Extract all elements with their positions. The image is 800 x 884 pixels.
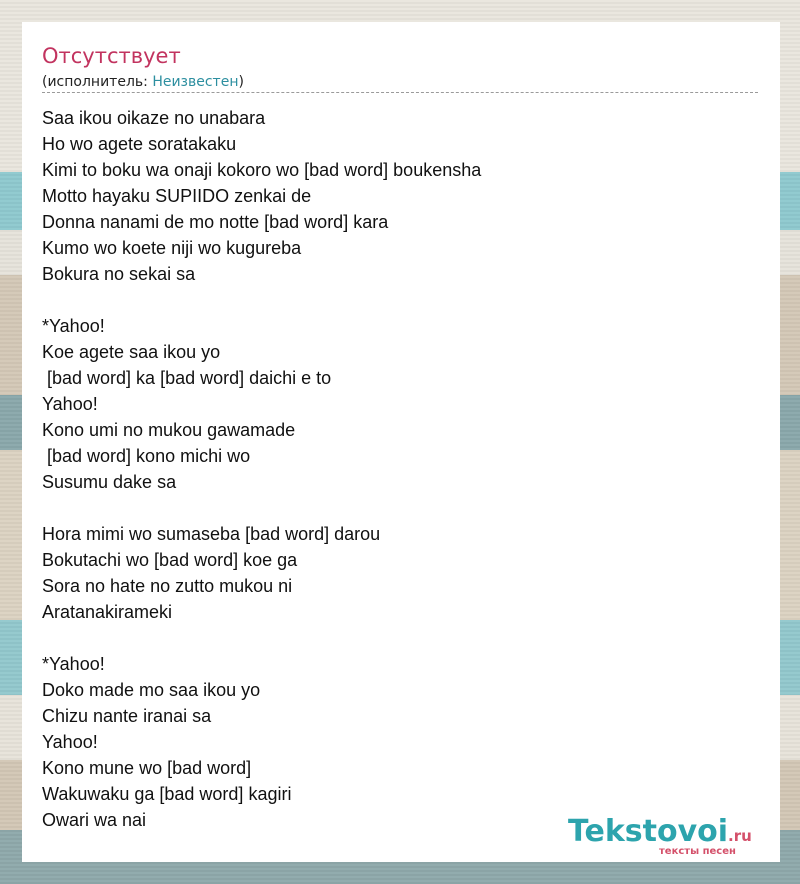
lyric-line: Aratanakirameki	[42, 602, 173, 622]
lyric-line: Owari wa nai	[42, 810, 147, 830]
lyric-line: Donna nanami de mo notte [bad word] kara	[42, 212, 389, 232]
lyric-line: Koe agete saa ikou yo	[42, 342, 221, 362]
lyric-blank-line	[42, 495, 758, 521]
lyric-line: [bad word] kono michi wo	[42, 446, 251, 466]
lyric-line: [bad word] ka [bad word] daichi e to	[42, 368, 332, 388]
lyric-line: Kumo wo koete niji wo kugureba	[42, 238, 302, 258]
artist-line	[42, 73, 244, 91]
site-logo[interactable]	[568, 815, 780, 860]
lyric-line: Ho wo agete soratakaku	[42, 134, 237, 154]
lyric-line: Yahoo!	[42, 732, 98, 752]
lyric-line: Bokura no sekai sa	[42, 264, 196, 284]
lyric-line: Kimi to boku wa onaji kokoro wo [bad word] boukensha	[42, 160, 482, 180]
artist-prefix: (исполнитель:	[42, 74, 153, 90]
lyric-blank-line	[42, 625, 758, 651]
lyrics-text	[42, 105, 758, 833]
logo-name: Tekstovoi	[568, 814, 729, 849]
lyric-line: Yahoo!	[42, 394, 98, 414]
lyrics-card	[22, 22, 780, 862]
lyric-line: Wakuwaku ga [bad word] kagiri	[42, 784, 292, 804]
lyric-line: Kono umi no mukou gawamade	[42, 420, 296, 440]
lyric-blank-line	[42, 287, 758, 313]
lyric-line: Motto hayaku SUPIIDO zenkai de	[42, 186, 312, 206]
lyric-line: Saa ikou oikaze no unabara	[42, 108, 266, 128]
lyric-line: Doko made mo saa ikou yo	[42, 680, 261, 700]
lyric-line: Susumu dake sa	[42, 472, 177, 492]
lyric-line: Hora mimi wo sumaseba [bad word] darou	[42, 524, 381, 544]
dashed-divider	[42, 92, 758, 93]
artist-suffix: )	[238, 74, 244, 90]
lyric-line: Chizu nante iranai sa	[42, 706, 212, 726]
artist-link[interactable]: Неизвестен	[152, 74, 239, 90]
song-title: Отсутствует	[42, 44, 181, 68]
lyric-line: *Yahoo!	[42, 316, 105, 336]
lyric-line: Bokutachi wo [bad word] koe ga	[42, 550, 298, 570]
lyric-line: Sora no hate no zutto mukou ni	[42, 576, 293, 596]
logo-tagline: тексты песен	[659, 846, 736, 857]
lyric-line: Kono mune wo [bad word]	[42, 758, 252, 778]
logo-tld: .ru	[728, 827, 752, 845]
lyric-line: *Yahoo!	[42, 654, 105, 674]
